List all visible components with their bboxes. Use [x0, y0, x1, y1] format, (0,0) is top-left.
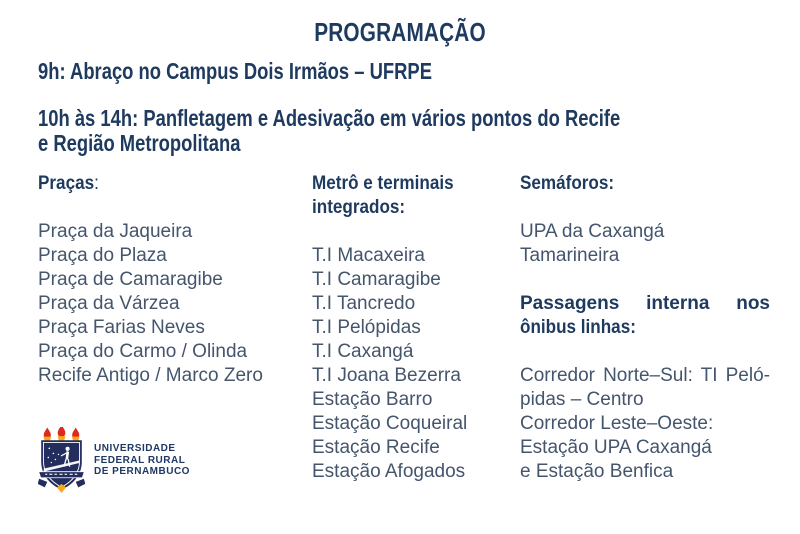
list-item: Estação Recife [312, 437, 440, 458]
spacer [312, 220, 508, 244]
university-name [94, 443, 190, 478]
schedule-item-10h [38, 106, 620, 156]
list-item: Estação Afogados [312, 461, 466, 482]
column-semaforos [520, 172, 770, 484]
bus-line: pidas – Centro [520, 389, 644, 410]
list-item: Tamarineira [520, 245, 620, 266]
bus-line: Estação UPA Caxangá [520, 437, 712, 458]
list-item: T.I Macaxeira [312, 245, 425, 266]
pracas-heading-colon: : [94, 173, 99, 194]
bus-line: Corredor Leste–Oeste: [520, 413, 714, 434]
list-item: T.I Tancredo [312, 293, 416, 314]
bus-line: Corredor Norte–Sul: TI Peló- [520, 365, 770, 386]
column-metro [312, 172, 508, 484]
schedule-item-9h: 9h: Abraço no Campus Dois Irmãos – UFRPE [38, 58, 432, 84]
list-item: T.I Caxangá [312, 341, 414, 362]
pracas-heading-label: Praças [38, 173, 95, 194]
spacer [520, 196, 770, 220]
page-title: PROGRAMAÇÃO [314, 17, 486, 47]
semaforos-heading: Semáforos: [520, 173, 615, 194]
list-item: Estação Barro [312, 389, 433, 410]
metro-heading-line1: Metrô e terminais [312, 173, 454, 194]
list-item: Praça de Camaragibe [38, 269, 223, 290]
spacer [520, 340, 770, 364]
list-item: Recife Antigo / Marco Zero [38, 365, 263, 386]
list-item: UPA da Caxangá [520, 221, 665, 242]
spacer [520, 268, 770, 292]
university-name-line2: FEDERAL RURAL [94, 454, 186, 466]
bus-line: e Estação Benfica [520, 461, 674, 482]
list-item: Praça do Plaza [38, 245, 167, 266]
column-pracas [38, 172, 310, 388]
list-item: Praça da Jaqueira [38, 221, 193, 242]
schedule-item-10h-line2: e Região Metropolitana [38, 130, 241, 156]
list-item: T.I Camaragibe [312, 269, 441, 290]
metro-heading-line2: integrados: [312, 197, 406, 218]
spacer [38, 196, 310, 220]
list-item: Estação Coqueiral [312, 413, 468, 434]
schedule-item-10h-line1: 10h às 14h: Panfletagem e Adesivação em vários pontos do Recife [38, 105, 621, 131]
bus-subheading-line2: ônibus linhas: [520, 317, 636, 338]
list-item: Praça do Carmo / Olinda [38, 341, 248, 362]
list-item: T.I Joana Bezerra [312, 365, 461, 386]
university-crest-icon [38, 427, 85, 494]
list-item: Praça da Várzea [38, 293, 180, 314]
ufrpe-logo [38, 427, 190, 494]
university-name-line3: DE PERNAMBUCO [94, 466, 190, 478]
bus-subheading-line1: Passagens interna nos [520, 293, 770, 314]
list-item: Praça Farias Neves [38, 317, 205, 338]
list-item: T.I Pelópidas [312, 317, 421, 338]
university-name-line1: UNIVERSIDADE [94, 443, 176, 455]
pracas-heading [38, 172, 283, 196]
